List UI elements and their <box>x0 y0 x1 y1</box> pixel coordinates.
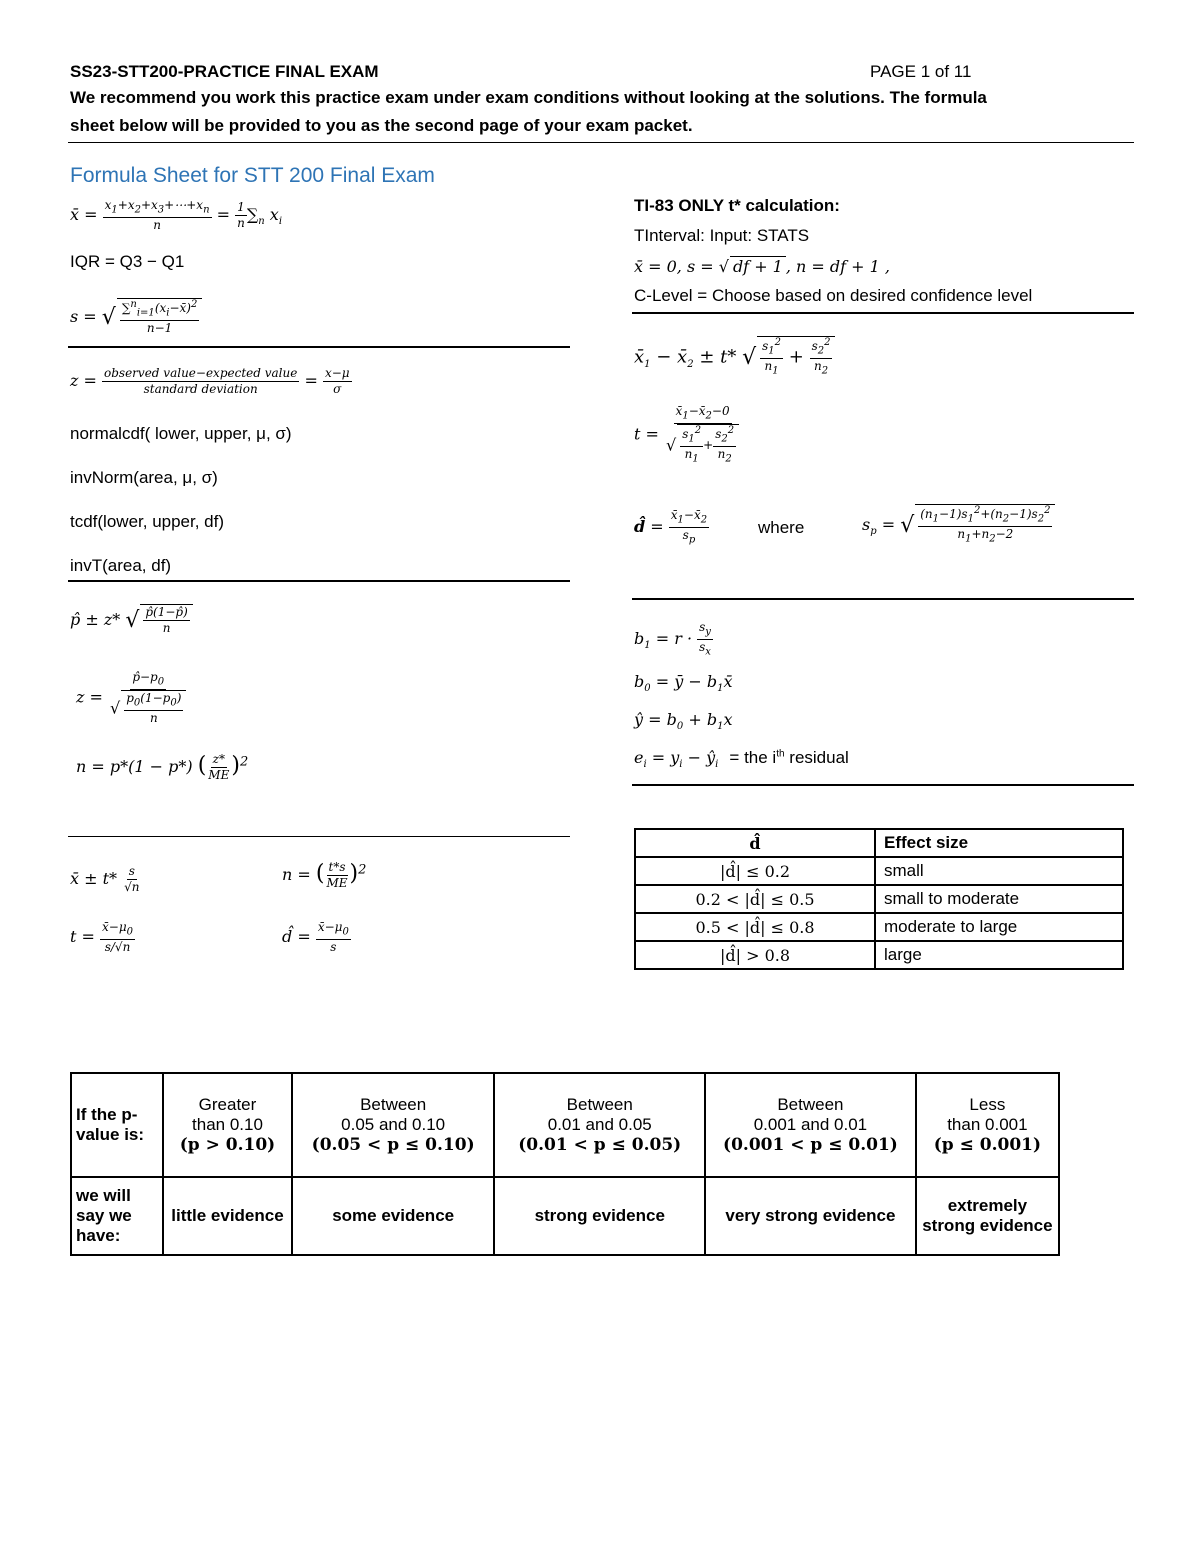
row-label-pvalue: If the p-value is: <box>71 1073 163 1177</box>
header-effect-size: Effect size <box>875 829 1123 857</box>
exam-title: SS23-STT200-PRACTICE FINAL EXAM <box>70 62 379 81</box>
table-header-row <box>635 829 1123 857</box>
header-d: d̂ <box>635 829 875 857</box>
pvalue-cell: Greater than 0.10 (p > 0.10) <box>163 1073 292 1177</box>
evidence-cell: some evidence <box>292 1177 495 1255</box>
where-text: where <box>758 518 805 537</box>
two-sample-t-formula: t = $x̄_1-x̄_2-0$ √ $\frac{s_1^2}{n_1}$ + $\frac{s_2^2}{n_2}$ <box>634 404 741 466</box>
table-row: 0.2 < |d̂| ≤ 0.5 small to moderate <box>635 885 1123 913</box>
intro-line-1: We recommend you work this practice exam under exam conditions without looking at the solutions. The formula <box>70 88 987 107</box>
pvalue-cell: Between 0.01 and 0.05 (0.01 < p ≤ 0.05) <box>494 1073 705 1177</box>
evidence-cell: very strong evidence <box>705 1177 916 1255</box>
evidence-cell: strong evidence <box>494 1177 705 1255</box>
table-row: 0.5 < |d̂| ≤ 0.8 moderate to large <box>635 913 1123 941</box>
pooled-sd-formula: $s_p$ = √ $\frac{(n_1-1)s_1^2+(n_2-1)s_2^2}{n_1+n_2-2}$ <box>862 504 1055 546</box>
effect-size-table <box>634 828 1124 970</box>
intro-line-2: sheet below will be provided to you as the second page of your exam packet. <box>70 116 693 135</box>
mean-t-formula: t = $\frac{x̄-\mu_0}{s/√n}$ <box>70 920 134 954</box>
proportion-ci-formula: p̂ ± z* √ $\frac{p̂(1-p̂)}{n}$ <box>70 604 193 636</box>
evidence-cell: little evidence <box>163 1177 292 1255</box>
mean-formula: x̄ = $\frac{x_1+x_2+x_3+\cdots+x_n}{n}$ = $\frac{1}{n}$ $\sum_n$ $x_i$ <box>70 198 283 232</box>
slope-formula: $b_1 = r$ · $\frac{s_y}{s_x}$ <box>634 620 711 658</box>
mean-sample-size-formula: n = ( $\frac{t*s}{ME}$ )$^2$ <box>282 860 367 890</box>
iqr-formula: IQR = Q3 − Q1 <box>70 252 185 271</box>
two-sample-ci-formula: $x̄_1$ − $x̄_2 \pm t*$ √ $\frac{s_1^2}{n_1}$ + $\frac{s_2^2}{n_2}$ <box>634 336 835 378</box>
table-row <box>71 1073 1059 1177</box>
pvalue-cell: Less than 0.001 (p ≤ 0.001) <box>916 1073 1059 1177</box>
regression-line-formula: ŷ = $b_0 + b_1x$ <box>634 710 733 733</box>
page-number: PAGE 1 of 11 <box>870 62 972 81</box>
table-row <box>71 1177 1059 1255</box>
header-rule <box>68 142 1134 143</box>
ti83-title: TI-83 ONLY t* calculation: <box>634 196 840 215</box>
tinterval-text: TInterval: Input: STATS <box>634 226 810 245</box>
tcdf-text: tcdf(lower, upper, df) <box>70 512 225 531</box>
z-score-formula: z = $\frac{\text{observed value−expected value}}{\text{standard deviation}}$ = $\frac{x-\mu}{\sigma}$ <box>70 366 350 396</box>
intercept-formula: $b_0$ = ȳ − $b_1x̄$ <box>634 672 733 695</box>
table-row: |d̂| ≤ 0.2 small <box>635 857 1123 885</box>
invnorm-text: invNorm(area, μ, σ) <box>70 468 218 487</box>
proportion-z-formula: z = $p̂-p_0$ √ $\frac{p_0(1-p_0)}{n}$ <box>76 670 188 726</box>
row-label-evidence: we will say we have: <box>71 1177 163 1255</box>
normalcdf-text: normalcdf( lower, upper, μ, σ) <box>70 424 292 443</box>
mean-ci-formula: x̄ ± t* $\frac{s}{√n}$ <box>70 864 140 894</box>
tinterval-inputs: x̄ = 0, s = √ df + 1 , n = df + 1 , <box>634 257 891 276</box>
evidence-cell: extremely strong evidence <box>916 1177 1059 1255</box>
pvalue-evidence-table <box>70 1072 1060 1256</box>
invt-text: invT(area, df) <box>70 556 172 575</box>
two-sample-d-formula: d̂ = $\frac{x̄_1-x̄_2}{s_p}$ <box>634 508 708 546</box>
sd-formula: s = √ $\frac{\sum^n_{i=1}(x_i-x̄)^2}{n-1}$ <box>70 298 202 336</box>
formula-sheet-title: Formula Sheet for STT 200 Final Exam <box>70 164 435 187</box>
residual-formula: $e_i = y_i$ − $ŷ_i$ = the $i^{th}$ residual <box>634 748 849 771</box>
pvalue-cell: Between 0.05 and 0.10 (0.05 < p ≤ 0.10) <box>292 1073 495 1177</box>
table-row: |d̂| > 0.8 large <box>635 941 1123 969</box>
proportion-sample-size-formula: n = p*(1 − p*) ( $\frac{z*}{ME}$ )$^2$ <box>76 752 249 782</box>
clevel-text: C-Level = Choose based on desired confidence level <box>634 286 1033 305</box>
cohens-d-formula: d̂ = $\frac{x̄-\mu_0}{s}$ <box>282 920 349 954</box>
pvalue-cell: Between 0.001 and 0.01 (0.001 < p ≤ 0.01) <box>705 1073 916 1177</box>
